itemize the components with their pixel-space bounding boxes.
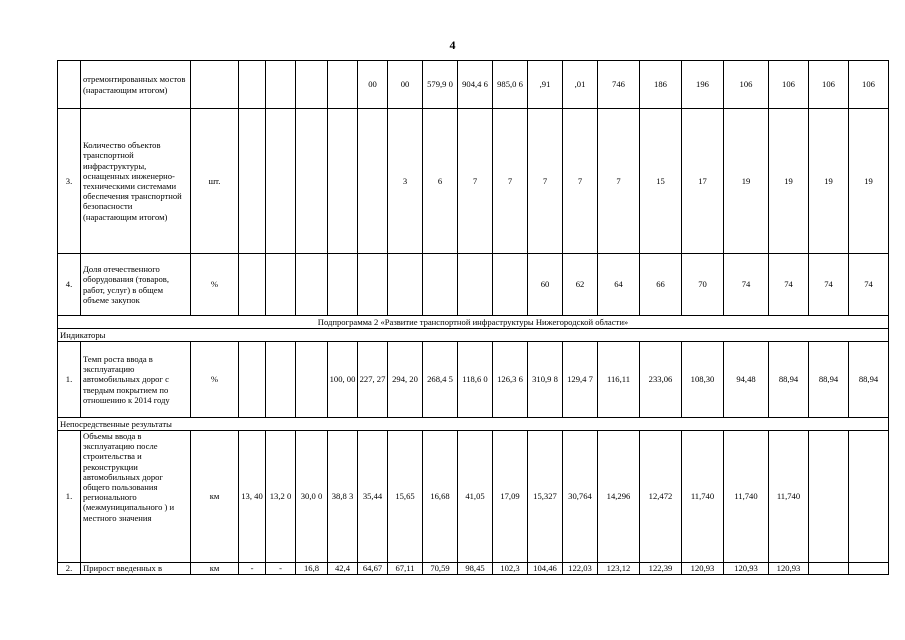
value-cell: 15,65	[388, 431, 423, 563]
indicator-name: Количество объектов транспортной инфраструктуры, оснащенных инженерно-техническими системами обеспечения транспортной безопасности (нарастающим итогом)	[81, 109, 191, 254]
value-cell: 106	[769, 61, 809, 109]
value-cell	[239, 254, 266, 316]
unit-cell: км	[191, 431, 239, 563]
value-cell: 3	[388, 109, 423, 254]
table-row	[58, 563, 889, 575]
value-cell: 88,94	[809, 342, 849, 418]
value-cell: 30,0 0	[296, 431, 328, 563]
value-cell: -	[266, 563, 296, 575]
value-cell	[388, 254, 423, 316]
indicator-name: Объемы ввода в эксплуатацию после строительства и реконструкции автомобильных дорог общего пользования регионального (межмуниципального ) и местного значения	[81, 431, 191, 563]
value-cell	[423, 254, 458, 316]
value-cell: 88,94	[849, 342, 889, 418]
value-cell: 00	[388, 61, 423, 109]
value-cell: 985,0 6	[493, 61, 528, 109]
value-cell	[266, 61, 296, 109]
value-cell	[239, 109, 266, 254]
value-cell	[849, 431, 889, 563]
value-cell: 100, 00	[328, 342, 358, 418]
value-cell: 13, 40	[239, 431, 266, 563]
value-cell: 30,764	[563, 431, 598, 563]
value-cell: 94,48	[724, 342, 769, 418]
table-row	[58, 342, 889, 418]
value-cell	[849, 563, 889, 575]
value-cell: 129,4 7	[563, 342, 598, 418]
value-cell: 41,05	[458, 431, 493, 563]
value-cell	[809, 563, 849, 575]
value-cell	[266, 254, 296, 316]
value-cell: 42,4	[328, 563, 358, 575]
value-cell: 108,30	[682, 342, 724, 418]
value-cell: 7	[493, 109, 528, 254]
value-cell: 74	[724, 254, 769, 316]
value-cell: -	[239, 563, 266, 575]
table-row	[58, 109, 889, 254]
value-cell: 17,09	[493, 431, 528, 563]
page-number: 4	[449, 38, 456, 52]
value-cell: 13,2 0	[266, 431, 296, 563]
value-cell: 310,9 8	[528, 342, 563, 418]
value-cell: 15	[640, 109, 682, 254]
value-cell: 106	[809, 61, 849, 109]
row-number: 4.	[58, 254, 81, 316]
value-cell: 74	[849, 254, 889, 316]
indicator-name: Темп роста ввода в эксплуатацию автомобильных дорог с твердым покрытием по отношению к 2014 году	[81, 342, 191, 418]
row-number	[58, 61, 81, 109]
value-cell: 88,94	[769, 342, 809, 418]
value-cell: 62	[563, 254, 598, 316]
value-cell	[458, 254, 493, 316]
table-row	[58, 329, 889, 342]
value-cell: 38,8 3	[328, 431, 358, 563]
value-cell	[239, 342, 266, 418]
table-row	[58, 61, 889, 109]
value-cell: 70	[682, 254, 724, 316]
unit-cell	[191, 61, 239, 109]
value-cell: 11,740	[724, 431, 769, 563]
value-cell: 233,06	[640, 342, 682, 418]
value-cell: 19	[809, 109, 849, 254]
value-cell: 7	[598, 109, 640, 254]
value-cell: 70,59	[423, 563, 458, 575]
value-cell	[358, 109, 388, 254]
unit-cell: км	[191, 563, 239, 575]
value-cell: 106	[849, 61, 889, 109]
value-cell: 00	[358, 61, 388, 109]
value-cell: 19	[724, 109, 769, 254]
value-cell	[809, 431, 849, 563]
value-cell: 11,740	[769, 431, 809, 563]
value-cell: 66	[640, 254, 682, 316]
value-cell: 98,45	[458, 563, 493, 575]
value-cell: 186	[640, 61, 682, 109]
value-cell	[266, 342, 296, 418]
value-cell: 16,8	[296, 563, 328, 575]
value-cell: 116,11	[598, 342, 640, 418]
value-cell	[493, 254, 528, 316]
value-cell	[328, 254, 358, 316]
value-cell: 60	[528, 254, 563, 316]
value-cell: 14,296	[598, 431, 640, 563]
value-cell: 17	[682, 109, 724, 254]
unit-cell: %	[191, 254, 239, 316]
value-cell: 904,4 6	[458, 61, 493, 109]
subprogram-title: Подпрограмма 2 «Развитие транспортной инфраструктуры Нижегородской области»	[58, 316, 889, 329]
value-cell	[296, 342, 328, 418]
value-cell: 106	[724, 61, 769, 109]
value-cell: ,01	[563, 61, 598, 109]
value-cell: 122,39	[640, 563, 682, 575]
unit-cell: %	[191, 342, 239, 418]
value-cell: 64	[598, 254, 640, 316]
value-cell: 74	[809, 254, 849, 316]
value-cell: 126,3 6	[493, 342, 528, 418]
value-cell: 67,11	[388, 563, 423, 575]
value-cell: 7	[528, 109, 563, 254]
value-cell: 19	[769, 109, 809, 254]
value-cell: 120,93	[724, 563, 769, 575]
value-cell: 104,46	[528, 563, 563, 575]
table-row	[58, 431, 889, 563]
value-cell: 294, 20	[388, 342, 423, 418]
row-number: 1.	[58, 431, 81, 563]
value-cell	[296, 254, 328, 316]
value-cell: 120,93	[769, 563, 809, 575]
value-cell: 120,93	[682, 563, 724, 575]
value-cell: 35,44	[358, 431, 388, 563]
direct-results-label: Непосредственные результаты	[58, 418, 889, 431]
row-number: 1.	[58, 342, 81, 418]
value-cell	[296, 61, 328, 109]
indicator-name: отремонтированных мостов (нарастающим итогом)	[81, 61, 191, 109]
value-cell	[328, 109, 358, 254]
indicators-table	[57, 60, 889, 575]
value-cell: 268,4 5	[423, 342, 458, 418]
value-cell: 746	[598, 61, 640, 109]
value-cell: 122,03	[563, 563, 598, 575]
value-cell: 16,68	[423, 431, 458, 563]
row-number: 3.	[58, 109, 81, 254]
table-row	[58, 316, 889, 329]
indicator-name: Прирост введенных в	[81, 563, 191, 575]
value-cell: 19	[849, 109, 889, 254]
value-cell	[239, 61, 266, 109]
unit-cell: шт.	[191, 109, 239, 254]
value-cell	[266, 109, 296, 254]
value-cell: ,91	[528, 61, 563, 109]
value-cell	[328, 61, 358, 109]
value-cell: 12,472	[640, 431, 682, 563]
indicator-name: Доля отечественного оборудования (товаров, работ, услуг) в общем объеме закупок	[81, 254, 191, 316]
value-cell	[358, 254, 388, 316]
table-row	[58, 418, 889, 431]
value-cell: 11,740	[682, 431, 724, 563]
value-cell: 118,6 0	[458, 342, 493, 418]
value-cell: 227, 27	[358, 342, 388, 418]
value-cell	[296, 109, 328, 254]
value-cell: 123,12	[598, 563, 640, 575]
value-cell: 196	[682, 61, 724, 109]
row-number: 2.	[58, 563, 81, 575]
value-cell: 579,9 0	[423, 61, 458, 109]
indicators-label: Индикаторы	[58, 329, 889, 342]
value-cell: 6	[423, 109, 458, 254]
value-cell: 74	[769, 254, 809, 316]
value-cell: 7	[458, 109, 493, 254]
value-cell: 15,327	[528, 431, 563, 563]
value-cell: 7	[563, 109, 598, 254]
value-cell: 64,67	[358, 563, 388, 575]
table-row	[58, 254, 889, 316]
value-cell: 102,3	[493, 563, 528, 575]
